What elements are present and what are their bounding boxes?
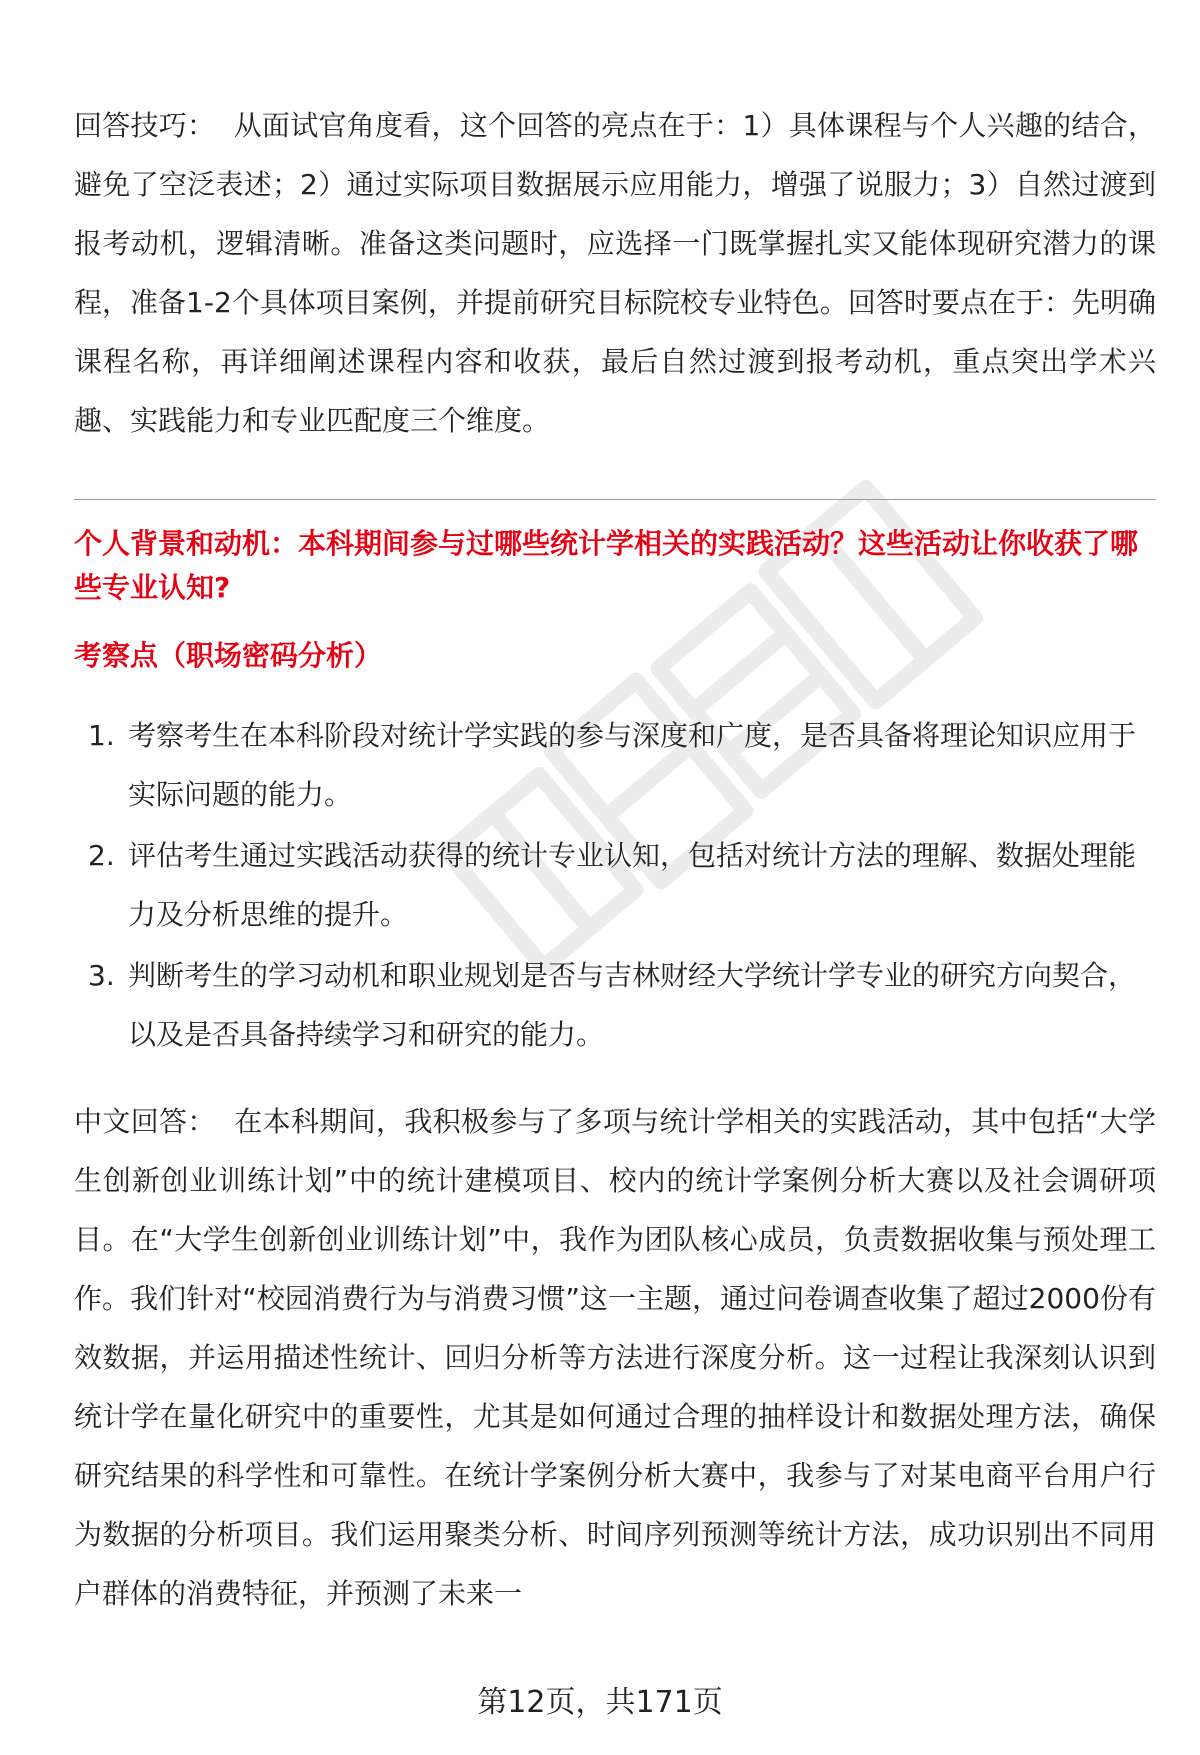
- tips-text: 从面试官角度看，这个回答的亮点在于：1）具体课程与个人兴趣的结合，避免了空泛表述；2）通过实际项目数据展示应用能力，增强了说服力；3）自然过渡到报考动机，逻辑清晰。准备这类问题时，应选择一门既掌握扎实又能体现研究潜力的课程，准备1-2个具体项目案例，并提前研究目标院校专业特色。回答时要点在于：先明确课程名称，再详细阐述课程内容和收获，最后自然过渡到报考动机，重点突出学术兴趣、实践能力和专业匹配度三个维度。: [74, 109, 1156, 437]
- list-number: 3.: [88, 959, 115, 992]
- list-item: [74, 826, 1156, 944]
- document-page: [74, 96, 1156, 1623]
- list-item: [74, 706, 1156, 824]
- list-item-text: 考察考生在本科阶段对统计学实践的参与深度和广度，是否具备将理论知识应用于实际问题的能力。: [128, 719, 1137, 811]
- list-number: 1.: [88, 719, 115, 752]
- answer-text: 在本科期间，我积极参与了多项与统计学相关的实践活动，其中包括“大学生创新创业训练计划”中的统计建模项目、校内的统计学案例分析大赛以及社会调研项目。在“大学生创新创业训练计划”中，我作为团队核心成员，负责数据收集与预处理工作。我们针对“校园消费行为与消费习惯”这一主题，通过问卷调查收集了超过2000份有效数据，并运用描述性统计、回归分析等方法进行深度分析。这一过程让我深刻认识到统计学在量化研究中的重要性，尤其是如何通过合理的抽样设计和数据处理方法，确保研究结果的科学性和可靠性。在统计学案例分析大赛中，我参与了对某电商平台用户行为数据的分析项目。我们运用聚类分析、时间序列预测等统计方法，成功识别出不同用户群体的消费特征，并预测了未来一: [74, 1105, 1156, 1610]
- focus-heading: 考察点（职场密码分析）: [74, 639, 383, 672]
- list-number: 2.: [88, 839, 115, 872]
- chinese-answer-paragraph: [74, 1092, 1156, 1623]
- page-number-footer: 第12页，共171页: [477, 1685, 723, 1720]
- list-item-text: 判断考生的学习动机和职业规划是否与吉林财经大学统计学专业的研究方向契合，以及是否具备持续学习和研究的能力。: [128, 959, 1137, 1051]
- tips-label: 回答技巧：: [74, 109, 216, 142]
- list-item: [74, 946, 1156, 1064]
- answer-tips-paragraph: [74, 96, 1156, 450]
- focus-list: [74, 706, 1156, 1064]
- section-divider: [74, 499, 1156, 500]
- list-item-text: 评估考生通过实践活动获得的统计专业认知，包括对统计方法的理解、数据处理能力及分析思维的提升。: [128, 839, 1137, 931]
- answer-label: 中文回答：: [74, 1105, 216, 1138]
- question-title: 个人背景和动机：本科期间参与过哪些统计学相关的实践活动？这些活动让你收获了哪些专业认知?: [74, 527, 1139, 604]
